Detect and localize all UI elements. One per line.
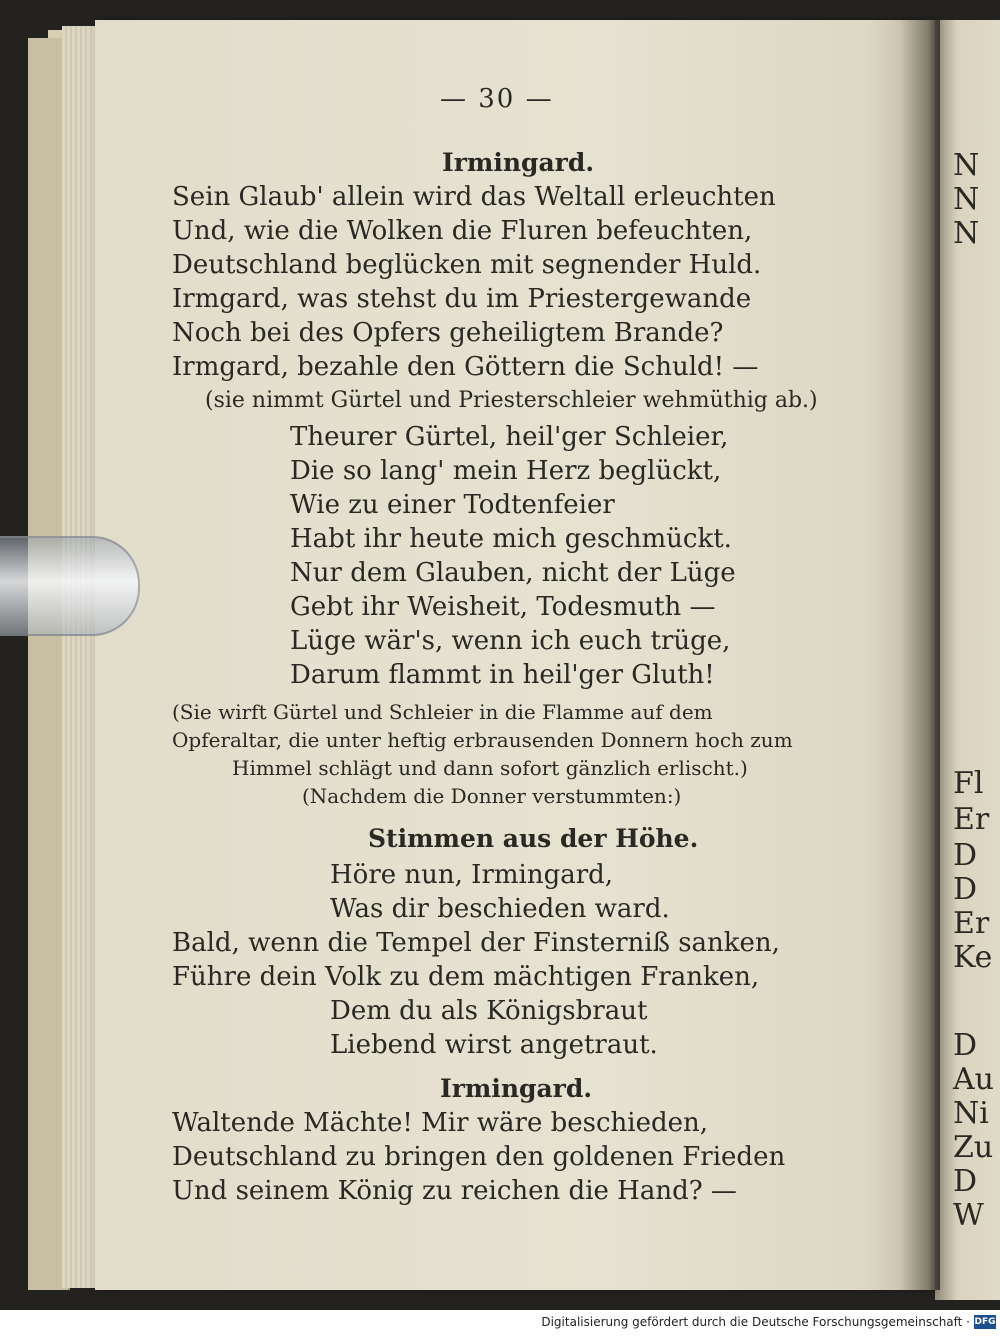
facing-page-letter: Zu (953, 1130, 994, 1165)
book-gutter (900, 20, 940, 1290)
page-clip (0, 536, 140, 636)
facing-page-letter: Ni (953, 1096, 989, 1131)
footer-credit-text: Digitalisierung gefördert durch die Deutsche Forschungsgemeinschaft · (541, 1315, 970, 1329)
speaker-heading: Irmingard. (442, 148, 595, 177)
verse-line: Nur dem Glauben, nicht der Lüge (290, 558, 736, 588)
dfg-logo: DFG (974, 1317, 996, 1327)
verse-line: Bald, wenn die Tempel der Finsterniß sanken, (172, 928, 780, 958)
verse-line: Höre nun, Irmingard, (330, 860, 614, 890)
verse-line: Deutschland zu bringen den goldenen Frieden (172, 1142, 786, 1172)
stage-direction: (Sie wirft Gürtel und Schleier in die Flamme auf dem (172, 700, 713, 724)
facing-page-letter: D (953, 1164, 978, 1199)
speaker-heading: Stimmen aus der Höhe. (368, 824, 699, 853)
page-number: — 30 — (440, 84, 554, 114)
speaker-heading: Irmingard. (440, 1074, 593, 1103)
verse-line: Theurer Gürtel, heil'ger Schleier, (290, 422, 729, 452)
facing-page-letter: W (953, 1198, 984, 1233)
verse-line: Noch bei des Opfers geheiligtem Brande? (172, 318, 724, 348)
facing-page-letter: Ke (953, 940, 993, 975)
verse-line: Lüge wär's, wenn ich euch trüge, (290, 626, 731, 656)
facing-page-letter: Au (953, 1062, 994, 1097)
verse-line: Irmgard, bezahle den Göttern die Schuld! — (172, 352, 759, 382)
digitization-footer (0, 1310, 1000, 1336)
facing-page-letter: Er (953, 802, 990, 837)
stage-direction: (sie nimmt Gürtel und Priesterschleier wehmüthig ab.) (205, 388, 818, 413)
verse-line: Waltende Mächte! Mir wäre beschieden, (172, 1108, 709, 1138)
verse-line: Liebend wirst angetraut. (330, 1030, 658, 1060)
facing-page-letter: Er (953, 906, 990, 941)
verse-line: Darum flammt in heil'ger Gluth! (290, 660, 715, 690)
verse-line: Was dir beschieden ward. (330, 894, 670, 924)
stage-direction: Opferaltar, die unter heftig erbrausenden Donnern hoch zum (172, 728, 793, 752)
stage-direction: (Nachdem die Donner verstummten:) (302, 784, 682, 808)
verse-line: Habt ihr heute mich geschmückt. (290, 524, 732, 554)
verse-line: Dem du als Königsbraut (330, 996, 648, 1026)
facing-page-letter: D (953, 1028, 978, 1063)
facing-page-letter: Fl (953, 766, 984, 801)
verse-line: Und, wie die Wolken die Fluren befeuchten, (172, 216, 753, 246)
verse-line: Deutschland beglücken mit segnender Huld. (172, 250, 762, 280)
facing-page-letter: N (953, 182, 980, 217)
facing-page-letter: N (953, 216, 980, 251)
facing-page-letter: D (953, 838, 978, 873)
verse-line: Wie zu einer Todtenfeier (290, 490, 615, 520)
facing-page-letter: D (953, 872, 978, 907)
facing-page (935, 20, 1000, 1300)
facing-page-letter: N (953, 148, 980, 183)
verse-line: Irmgard, was stehst du im Priestergewande (172, 284, 752, 314)
verse-line: Sein Glaub' allein wird das Weltall erleuchten (172, 182, 776, 212)
verse-line: Führe dein Volk zu dem mächtigen Franken, (172, 962, 760, 992)
verse-line: Und seinem König zu reichen die Hand? — (172, 1176, 737, 1206)
verse-line: Gebt ihr Weisheit, Todesmuth — (290, 592, 716, 622)
verse-line: Die so lang' mein Herz beglückt, (290, 456, 722, 486)
stage-direction: Himmel schlägt und dann sofort gänzlich erlischt.) (232, 756, 748, 780)
